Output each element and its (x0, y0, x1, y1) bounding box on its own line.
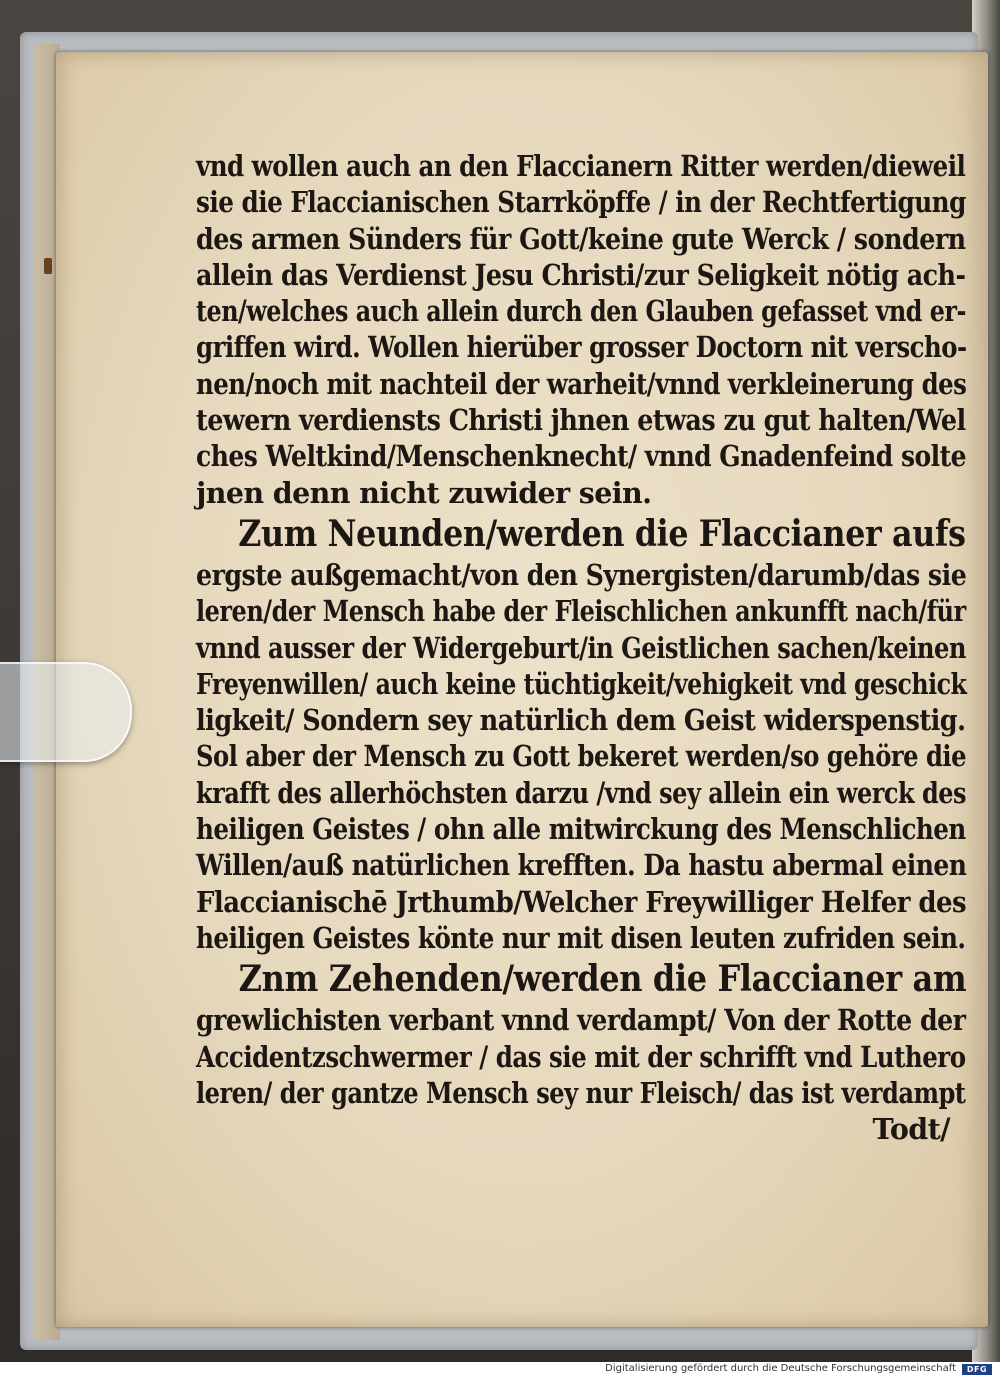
section-heading-ninth: Zum Neunden/werden die Flaccianer aufs (238, 512, 966, 555)
text-line: Accidentzschwermer / das sie mit der schrifft vnd Luthero (196, 1039, 966, 1074)
text-line: Sol aber der Mensch zu Gott bekeret werden/so gehöre die (196, 739, 966, 774)
text-line: Flaccianischē Jrthumb/Welcher Freywilliger Helfer des (196, 884, 967, 919)
text-line: tewern verdiensts Christi jhnen etwas zu gut halten/Wel (196, 403, 966, 438)
catchword: Todt/ (872, 1112, 950, 1147)
text-line: leren/der Mensch habe der Fleischlichen ankunfft nach/für (196, 594, 966, 629)
binding-pin (44, 258, 52, 274)
section-heading-tenth: Znm Zehenden/werden die Flaccianer am (238, 958, 967, 1001)
text-line: griffen wird. Wollen hierüber grosser Doctorn nit verscho- (196, 330, 967, 365)
text-line: allein das Verdienst Jesu Christi/zur Seligkeit nötig ach- (196, 257, 966, 292)
footer-credit: Digitalisierung gefördert durch die Deutsche Forschungsgemeinschaft (605, 1363, 956, 1374)
text-line: sie die Flaccianischen Starrköpffe / in der Rechtfertigung (196, 185, 966, 220)
text-line: grewlichisten verbant vnnd verdampt/ Von der Rotte der (196, 1003, 966, 1038)
text-line: Freyenwillen/ auch keine tüchtigkeit/vehigkeit vnd geschick (196, 666, 967, 701)
dfg-logo-icon: DFG (962, 1364, 992, 1375)
plastic-page-clip (0, 662, 132, 762)
text-line: nen/noch mit nachteil der warheit/vnnd verkleinerung des (196, 366, 967, 401)
text-line: heiligen Geistes könte nur mit disen leuten zufriden sein. (196, 920, 966, 955)
text-line: vnd wollen auch an den Flaccianern Ritter werden/dieweil (196, 149, 966, 183)
digitization-footer (0, 1362, 1000, 1377)
text-line: des armen Sünders für Gott/keine gute Werck / sondern (196, 221, 966, 256)
text-line: jnen denn nicht zuwider sein. (196, 475, 652, 510)
text-line: ten/welches auch allein durch den Glauben gefasset vnd er- (196, 294, 966, 329)
text-line: vnnd ausser der Widergeburt/in Geistlichen sachen/keinen (196, 630, 966, 665)
text-line: ches Weltkind/Menschenknecht/ vnnd Gnadenfeind solte (196, 439, 967, 474)
text-line: heiligen Geistes / ohn alle mitwirckung des Menschlichen (196, 812, 966, 847)
text-line: Willen/auß natürlichen krefften. Da hastu abermal einen (196, 848, 967, 883)
text-line: ergste außgemacht/von den Synergisten/darumb/das sie (196, 557, 967, 592)
text-line: ligkeit/ Sondern sey natürlich dem Geist widerspenstig. (196, 703, 966, 738)
text-line: leren/ der gantze Mensch sey nur Fleisch/ das ist verdampt (196, 1075, 966, 1110)
text-line: krafft des allerhöchsten darzu /vnd sey allein ein werck des (196, 775, 967, 810)
page-text (196, 148, 966, 1147)
